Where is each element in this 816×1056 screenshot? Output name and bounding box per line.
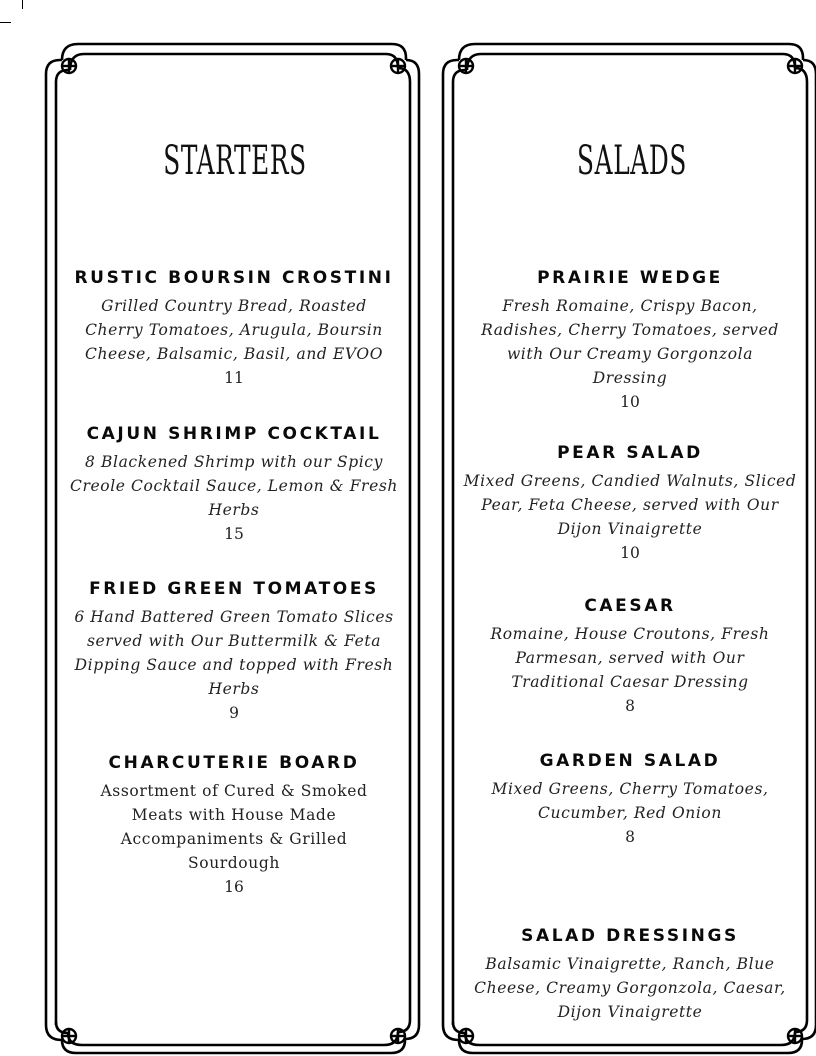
menu-item-description: Balsamic Vinaigrette, Ranch, Blue Cheese, Creamy Gorgonzola, Caesar, Dijon Vinaigrette	[474, 955, 786, 1021]
menu-item-price: 16	[224, 878, 244, 896]
menu-item	[460, 268, 800, 414]
menu-item	[66, 753, 402, 899]
menu-item-name: RUSTIC BOURSIN CROSTINI	[74, 268, 394, 288]
menu-item-name: SALAD DRESSINGS	[521, 926, 739, 946]
menu-item	[460, 443, 800, 565]
menu-item-description: Assortment of Cured & Smoked Meats with House Made Accompaniments & Grilled Sourdough	[100, 782, 368, 872]
menu-item-name: CHARCUTERIE BOARD	[108, 753, 360, 773]
menu-item	[460, 596, 800, 718]
menu-item-price: 10	[620, 393, 640, 411]
menu-item-price: 8	[625, 697, 635, 715]
menu-item-name: GARDEN SALAD	[539, 751, 721, 771]
menu-item-description: Mixed Greens, Candied Walnuts, Sliced Pear, Feta Cheese, served with Our Dijon Vinaigrette	[463, 472, 797, 538]
menu-item-description: 8 Blackened Shrimp with our Spicy Creole Cocktail Sauce, Lemon & Fresh Herbs	[70, 453, 398, 519]
menu-item	[66, 579, 402, 725]
menu-item-description: Romaine, House Croutons, Fresh Parmesan, served with Our Traditional Caesar Dressing	[490, 625, 770, 691]
menu-item-price: 15	[224, 525, 244, 543]
menu-item-name: PRAIRIE WEDGE	[537, 268, 723, 288]
menu-item-description: Mixed Greens, Cherry Tomatoes, Cucumber, Red Onion	[491, 780, 769, 822]
menu-item-price: 8	[625, 828, 635, 846]
menu-item	[66, 268, 402, 390]
menu-item-name: FRIED GREEN TOMATOES	[89, 579, 379, 599]
menu-item-description: 6 Hand Battered Green Tomato Slices served with Our Buttermilk & Feta Dipping Sauce and topped with Fresh Herbs	[74, 608, 394, 698]
menu-item-name: PEAR SALAD	[557, 443, 703, 463]
section-title-starters: STARTERS	[163, 138, 307, 184]
section-title-salads: SALADS	[577, 138, 687, 184]
menu-item-dressings	[460, 926, 800, 1024]
menu-item	[460, 751, 800, 849]
menu-item	[66, 424, 402, 546]
menu-item-name: CAESAR	[584, 596, 676, 616]
menu-item-description: Grilled Country Bread, Roasted Cherry Tomatoes, Arugula, Boursin Cheese, Balsamic, Basil, and EVOO	[84, 297, 384, 363]
menu-item-price: 10	[620, 544, 640, 562]
menu-item-description: Fresh Romaine, Crispy Bacon, Radishes, Cherry Tomatoes, served with Our Creamy Gorgonzola Dressing	[481, 297, 779, 387]
menu-item-price: 9	[229, 704, 239, 722]
menu-item-price: 11	[224, 369, 244, 387]
salads-panel	[397, 0, 816, 1056]
menu-item-name: CAJUN SHRIMP COCKTAIL	[86, 424, 382, 444]
